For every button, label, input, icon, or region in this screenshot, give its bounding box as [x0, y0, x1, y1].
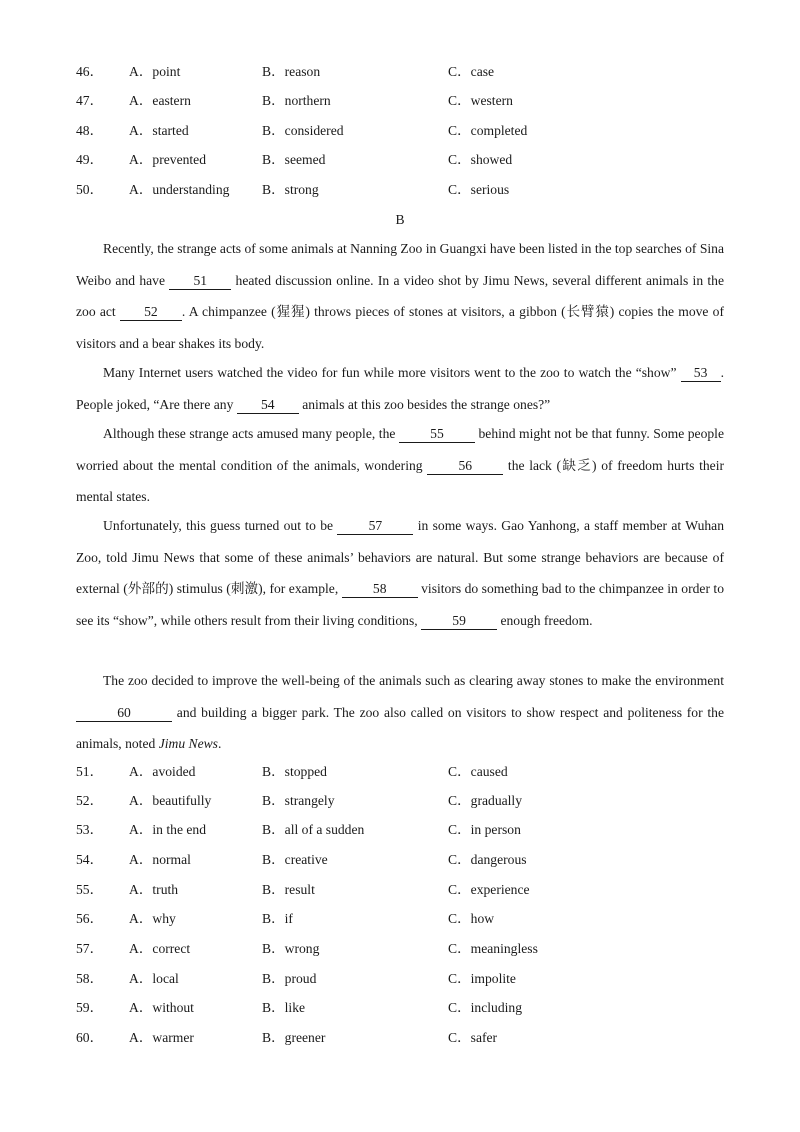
passage-text: heated discussion online. In a video shot by Jimu News, several different animals in the zoo act [76, 272, 724, 319]
passage-text: Many Internet users watched the video for fun while more visitors went to the zoo to watch the “show” [103, 365, 681, 380]
option-a: A．avoided [129, 764, 196, 779]
option-b: B．reason [262, 64, 321, 79]
question-number: 46． [76, 64, 104, 79]
question-number: 56． [76, 911, 104, 926]
blank-60: 60 [76, 705, 172, 722]
option-c: C．safer [448, 1030, 498, 1045]
passage-text: behind might not be that funny. Some people worried about the mental condition of the animals, wondering [76, 426, 724, 473]
option-a: A．normal [129, 852, 191, 867]
passage-text: Recently, the strange acts of some animals at Nanning Zoo in Guangxi have been listed in the top searches of Sina Weibo and have [76, 241, 724, 288]
option-c: C．serious [448, 182, 510, 197]
option-a: A．in the end [129, 822, 207, 837]
option-b: B．stopped [262, 764, 327, 779]
option-a: A．started [129, 123, 189, 138]
option-a: A．beautifully [129, 793, 212, 808]
passage-paragraph-4 [76, 510, 724, 636]
option-c: C．caused [448, 764, 508, 779]
question-number: 58． [76, 971, 104, 986]
option-b: B．if [262, 911, 293, 926]
question-number: 55． [76, 882, 104, 897]
question-number: 59． [76, 1000, 104, 1015]
option-b: B．greener [262, 1030, 326, 1045]
passage-text: in some ways. Gao Yanhong, a staff member at Wuhan Zoo, told Jimu News that some of these animals’ behaviors are natural. But some strange behaviors are because of external (外部的) stimulus (刺激), for example, [76, 518, 724, 596]
option-b: B．considered [262, 123, 344, 138]
question-number: 52． [76, 793, 104, 808]
option-c: C．experience [448, 882, 530, 897]
question-number: 57． [76, 941, 104, 956]
option-c: C．gradually [448, 793, 522, 808]
blank-56: 56 [427, 458, 503, 475]
question-number: 48． [76, 123, 104, 138]
option-b: B．like [262, 1000, 306, 1015]
question-number: 60． [76, 1030, 104, 1045]
option-a: A．point [129, 64, 181, 79]
option-a: A．without [129, 1000, 194, 1015]
option-c: C．impolite [448, 971, 516, 986]
question-number: 50． [76, 182, 104, 197]
blank-59: 59 [421, 613, 497, 630]
option-c: C．showed [448, 152, 513, 167]
passage-paragraph-1 [76, 233, 724, 359]
option-c: C．western [448, 93, 513, 108]
passage-text: The zoo decided to improve the well-being of the animals such as clearing away stones to make the environment [103, 673, 724, 688]
question-number: 54． [76, 852, 104, 867]
option-b: B．proud [262, 971, 317, 986]
option-c: C．including [448, 1000, 523, 1015]
blank-53: 53 [681, 365, 721, 382]
option-c: C．how [448, 911, 495, 926]
source-name: Jimu News [158, 736, 218, 751]
option-b: B．seemed [262, 152, 326, 167]
option-a: A．eastern [129, 93, 191, 108]
option-a: A．prevented [129, 152, 207, 167]
question-number: 49． [76, 152, 104, 167]
option-c: C．case [448, 64, 495, 79]
option-b: B．all of a sudden [262, 822, 365, 837]
option-b: B．creative [262, 852, 328, 867]
option-a: A．local [129, 971, 179, 986]
passage-paragraph-5 [76, 665, 724, 760]
passage-text: . People joked, “Are there any [76, 365, 724, 412]
passage-text: visitors do something bad to the chimpanzee in order to see its “show”, while others result from their living conditions, [76, 581, 724, 628]
passage-text: and building a bigger park. The zoo also called on visitors to show respect and politeness for the animals, noted [76, 704, 724, 751]
option-b: B．result [262, 882, 315, 897]
option-c: C．meaningless [448, 941, 538, 956]
passage-text: animals at this zoo besides the strange ones?” [298, 396, 551, 412]
option-a: A．truth [129, 882, 179, 897]
option-c: C．dangerous [448, 852, 527, 867]
option-b: B．strong [262, 182, 319, 197]
option-a: A．warmer [129, 1030, 194, 1045]
passage-paragraph-2 [76, 357, 724, 420]
blank-54: 54 [237, 397, 299, 414]
blank-58: 58 [342, 581, 418, 598]
option-c: C．in person [448, 822, 521, 837]
passage-text: . [217, 736, 222, 751]
passage-text: Although these strange acts amused many people, the [103, 426, 399, 441]
option-b: B．strangely [262, 793, 335, 808]
question-number: 47． [76, 93, 104, 108]
option-b: B．wrong [262, 941, 320, 956]
option-a: A．correct [129, 941, 191, 956]
section-heading: B [395, 212, 405, 227]
blank-51: 51 [169, 273, 231, 290]
question-number: 53． [76, 822, 104, 837]
passage-text: enough freedom. [497, 612, 593, 628]
blank-52: 52 [120, 304, 182, 321]
question-number: 51． [76, 764, 104, 779]
option-c: C．completed [448, 123, 528, 138]
option-b: B．northern [262, 93, 331, 108]
passage-text: Unfortunately, this guess turned out to be [103, 518, 338, 533]
option-a: A．understanding [129, 182, 230, 197]
passage-paragraph-3 [76, 418, 724, 513]
blank-57: 57 [337, 518, 413, 535]
option-a: A．why [129, 911, 176, 926]
blank-55: 55 [399, 426, 475, 443]
passage-text: the lack (缺乏) of freedom hurts their mental states. [76, 457, 724, 504]
passage-text: . A chimpanzee (猩猩) throws pieces of stones at visitors, a gibbon (长臂猿) copies the move of visitors and a bear shakes its body. [76, 304, 724, 351]
